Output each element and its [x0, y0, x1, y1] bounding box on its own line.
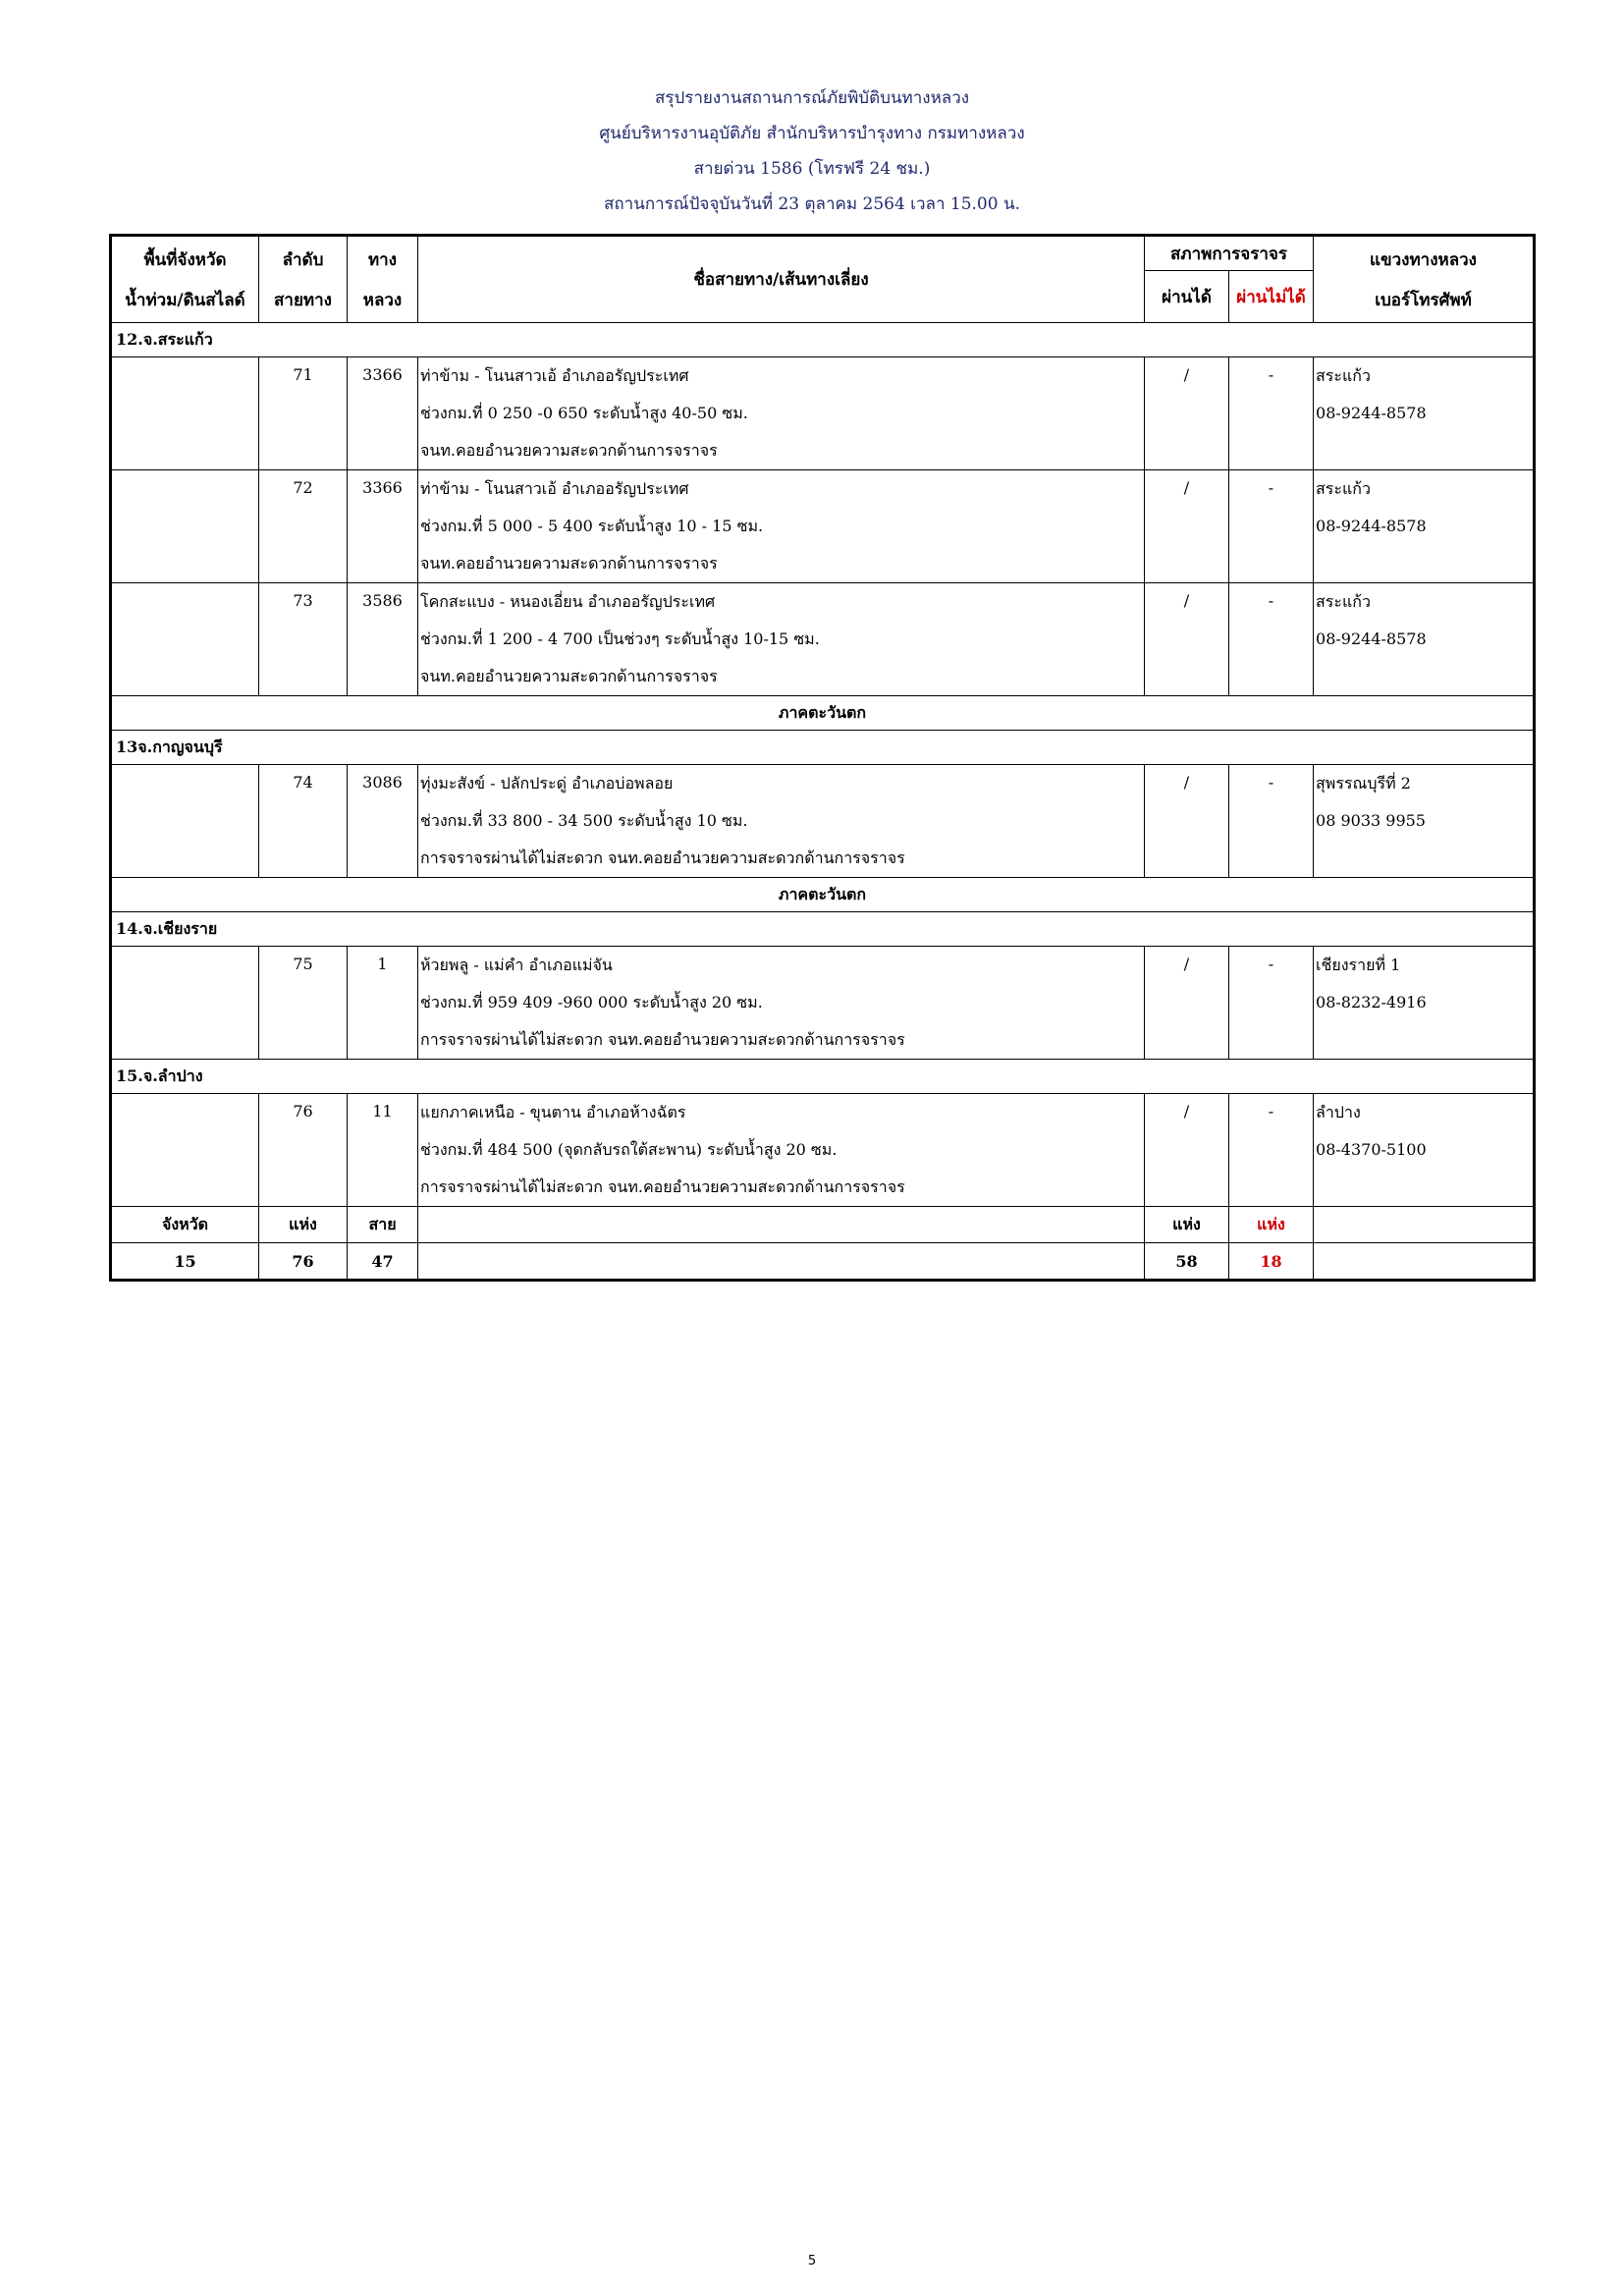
- office-cell: [1314, 1094, 1535, 1207]
- route-note: จนท.คอยอำนวยความสะดวกด้านการจราจร: [420, 554, 718, 573]
- route-name: ท่าข้าม - โนนสาวเอ้ อำเภออรัญประเทศ: [420, 366, 689, 385]
- seq-cell: 72: [259, 470, 348, 583]
- table-row: [111, 357, 1535, 470]
- route-name: โคกสะแบง - หนองเอี่ยน อำเภออรัญประเทศ: [420, 592, 716, 611]
- pass-cell: /: [1145, 1094, 1229, 1207]
- route-note: จนท.คอยอำนวยความสะดวกด้านการจราจร: [420, 441, 718, 460]
- route-name: ทุ่งมะสังข์ - ปลักประดู่ อำเภอบ่อพลอย: [420, 774, 674, 793]
- col-seq-line2: สายทาง: [274, 290, 332, 310]
- office-cell: [1314, 357, 1535, 470]
- route-cell: [418, 765, 1145, 878]
- no-pass-cell: -: [1229, 947, 1314, 1060]
- highway-cell: 3366: [348, 470, 418, 583]
- no-pass-cell: -: [1229, 470, 1314, 583]
- pass-cell: /: [1145, 583, 1229, 696]
- highway-cell: 11: [348, 1094, 418, 1207]
- office-phone: 08-4370-5100: [1316, 1140, 1427, 1159]
- route-cell: [418, 947, 1145, 1060]
- office-name: สระแก้ว: [1316, 592, 1371, 611]
- route-km: ช่วงกม.ที่ 5 000 - 5 400 ระดับน้ำสูง 10 - 15 ซม.: [420, 517, 764, 535]
- office-phone: 08-8232-4916: [1316, 993, 1427, 1011]
- route-cell: [418, 470, 1145, 583]
- office-phone: 08-9244-8578: [1316, 404, 1427, 422]
- col-area-header: [111, 236, 259, 323]
- col-seq-header: [259, 236, 348, 323]
- col-seq-line1: ลำดับ: [282, 249, 324, 270]
- office-phone: 08-9244-8578: [1316, 517, 1427, 535]
- total-no-pass: 18: [1229, 1243, 1314, 1281]
- office-name: สระแก้ว: [1316, 479, 1371, 498]
- route-note: การจราจรผ่านได้ไม่สะดวก จนท.คอยอำนวยความสะดวกด้านการจราจร: [420, 1177, 905, 1196]
- route-name: แยกภาคเหนือ - ขุนตาน อำเภอห้างฉัตร: [420, 1103, 686, 1121]
- seq-cell: 74: [259, 765, 348, 878]
- totals-label-row: [111, 1207, 1535, 1243]
- table-row: [111, 765, 1535, 878]
- route-cell: [418, 1094, 1145, 1207]
- office-name: ลำปาง: [1316, 1103, 1361, 1121]
- col-office-header: [1314, 236, 1535, 323]
- total-province-label: จังหวัด: [111, 1207, 259, 1243]
- situation-table: [109, 234, 1536, 1282]
- route-note: การจราจรผ่านได้ไม่สะดวก จนท.คอยอำนวยความสะดวกด้านการจราจร: [420, 1030, 905, 1049]
- report-agency: ศูนย์บริหารงานอุบัติภัย สำนักบริหารบำรุงทาง กรมทางหลวง: [599, 124, 1025, 143]
- col-highway-line2: หลวง: [362, 290, 403, 310]
- report-hotline: สายด่วน 1586 (โทรฟรี 24 ชม.): [693, 159, 931, 179]
- total-provinces: 15: [111, 1243, 259, 1281]
- region-west-2: ภาคตะวันตก: [111, 878, 1535, 912]
- route-km: ช่วงกม.ที่ 1 200 - 4 700 เป็นช่วงๆ ระดับน้ำสูง 10-15 ซม.: [420, 629, 820, 648]
- route-km: ช่วงกม.ที่ 0 250 -0 650 ระดับน้ำสูง 40-50 ซม.: [420, 404, 748, 422]
- route-note: จนท.คอยอำนวยความสะดวกด้านการจราจร: [420, 667, 718, 685]
- pass-cell: /: [1145, 947, 1229, 1060]
- office-cell: [1314, 583, 1535, 696]
- office-phone: 08-9244-8578: [1316, 629, 1427, 648]
- no-pass-cell: -: [1229, 1094, 1314, 1207]
- section-sakaeo: 12.จ.สระแก้ว: [111, 323, 1535, 357]
- route-cell: [418, 583, 1145, 696]
- office-name: สระแก้ว: [1316, 366, 1371, 385]
- seq-cell: 75: [259, 947, 348, 1060]
- highway-cell: 1: [348, 947, 418, 1060]
- total-places-label: แห่ง: [259, 1207, 348, 1243]
- office-name: สุพรรณบุรีที่ 2: [1316, 774, 1411, 793]
- col-traffic-header: สภาพการจราจร: [1145, 236, 1314, 271]
- seq-cell: 76: [259, 1094, 348, 1207]
- route-name: ห้วยพลู - แม่คำ อำเภอแม่จัน: [420, 956, 613, 974]
- col-pass-header: ผ่านได้: [1145, 271, 1229, 323]
- col-area-line1: พื้นที่จังหวัด: [143, 249, 227, 270]
- highway-cell: 3086: [348, 765, 418, 878]
- region-west-1: ภาคตะวันตก: [111, 696, 1535, 731]
- total-pass-label: แห่ง: [1145, 1207, 1229, 1243]
- highway-cell: 3366: [348, 357, 418, 470]
- route-name: ท่าข้าม - โนนสาวเอ้ อำเภออรัญประเทศ: [420, 479, 689, 498]
- pass-cell: /: [1145, 470, 1229, 583]
- total-routes-label: สาย: [348, 1207, 418, 1243]
- office-phone: 08 9033 9955: [1316, 811, 1426, 830]
- report-date: สถานการณ์ปัจจุบันวันที่ 23 ตุลาคม 2564 เวลา 15.00 น.: [604, 194, 1020, 214]
- col-no-pass-header: ผ่านไม่ได้: [1229, 271, 1314, 323]
- route-km: ช่วงกม.ที่ 959 409 -960 000 ระดับน้ำสูง 20 ซม.: [420, 993, 763, 1011]
- total-pass: 58: [1145, 1243, 1229, 1281]
- seq-cell: 73: [259, 583, 348, 696]
- route-cell: [418, 357, 1145, 470]
- pass-cell: /: [1145, 765, 1229, 878]
- col-office-line2: เบอร์โทรศัพท์: [1375, 290, 1472, 310]
- total-no-pass-label: แห่ง: [1229, 1207, 1314, 1243]
- total-places: 76: [259, 1243, 348, 1281]
- table-row: [111, 947, 1535, 1060]
- table-row: [111, 583, 1535, 696]
- route-km: ช่วงกม.ที่ 484 500 (จุดกลับรถใต้สะพาน) ระดับน้ำสูง 20 ซม.: [420, 1140, 838, 1159]
- route-km: ช่วงกม.ที่ 33 800 - 34 500 ระดับน้ำสูง 10 ซม.: [420, 811, 748, 830]
- highway-cell: 3586: [348, 583, 418, 696]
- col-highway-line1: ทาง: [367, 249, 398, 270]
- totals-value-row: [111, 1243, 1535, 1281]
- report-header: [0, 81, 1624, 222]
- col-office-line1: แขวงทางหลวง: [1370, 249, 1477, 270]
- col-area-line2: น้ำท่วม/ดินสไลด์: [125, 290, 245, 310]
- col-highway-header: [348, 236, 418, 323]
- no-pass-cell: -: [1229, 583, 1314, 696]
- section-kanchanaburi: 13จ.กาญจนบุรี: [111, 731, 1535, 765]
- table-row: [111, 470, 1535, 583]
- page-number: 5: [807, 2254, 817, 2269]
- seq-cell: 71: [259, 357, 348, 470]
- office-cell: [1314, 947, 1535, 1060]
- total-routes: 47: [348, 1243, 418, 1281]
- section-chiangrai: 14.จ.เชียงราย: [111, 912, 1535, 947]
- office-cell: [1314, 470, 1535, 583]
- pass-cell: /: [1145, 357, 1229, 470]
- route-note: การจราจรผ่านได้ไม่สะดวก จนท.คอยอำนวยความสะดวกด้านการจราจร: [420, 848, 905, 867]
- no-pass-cell: -: [1229, 765, 1314, 878]
- table-row: [111, 1094, 1535, 1207]
- col-route-header: ชื่อสายทาง/เส้นทางเลี่ยง: [418, 236, 1145, 323]
- report-title: สรุปรายงานสถานการณ์ภัยพิบัติบนทางหลวง: [654, 88, 970, 108]
- section-lampang: 15.จ.ลำปาง: [111, 1060, 1535, 1094]
- office-cell: [1314, 765, 1535, 878]
- office-name: เชียงรายที่ 1: [1316, 956, 1401, 974]
- no-pass-cell: -: [1229, 357, 1314, 470]
